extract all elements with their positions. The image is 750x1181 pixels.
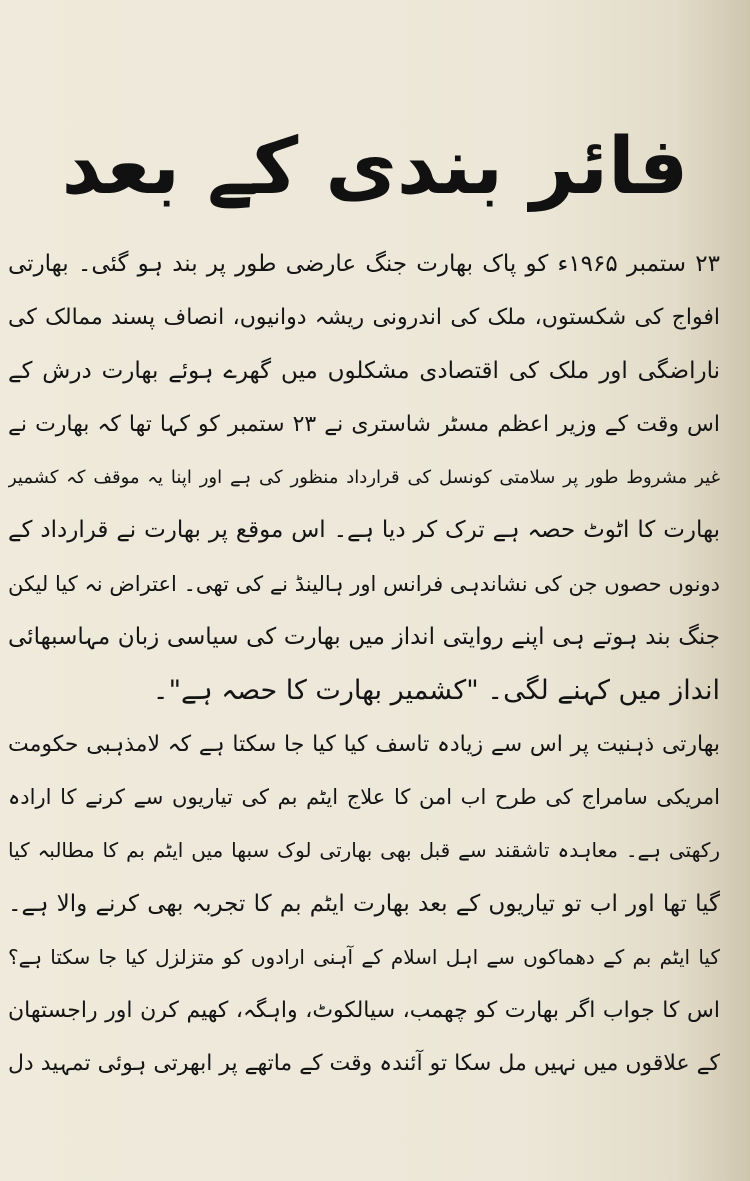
text-line: کے علاقوں میں نہیں مل سکا تو آئندہ وقت کے ماتھے پر ابھرتی ہوئی تمہید دل [8,1051,720,1077]
text-line: ناراضگی اور ملک کی اقتصادی مشکلوں میں گھرے ہوئے بھارت درش کے [8,357,720,384]
text-line: بھارتی ذہنیت پر اس سے زیادہ تاسف کیا کیا جا سکتا ہے کہ لامذہبی حکومت [8,731,720,757]
text-line: گیا تھا اور اب تو تیاریوں کے بعد بھارت ایٹم بم کا تجربہ بھی کرنے والا ہے۔ [8,890,720,917]
text-line: جنگ بند ہوتے ہی اپنے روایتی انداز میں بھارت کی سیاسی زبان مہاسبھائی [8,624,720,651]
text-line: امریکی سامراج کی طرح اب امن کا علاج ایٹم بم کی تیاریوں سے کرنے کا ارادہ [8,784,720,809]
body-text [8,238,720,1091]
text-line: انداز میں کہنے لگی۔ "کشمیر بھارت کا حصہ ہے"۔ [152,675,720,707]
text-line: اس کا جواب اگر بھارت کو چھمب، سیالکوٹ، واہگہ، کھیم کرن اور راجستھان [8,998,720,1024]
text-line: اس وقت کے وزیر اعظم مسٹر شاستری نے ۲۳ ستمبر کو کہا تھا کہ بھارت نے [8,411,720,437]
text-line: غیر مشروط طور پر سلامتی کونسل کی قرارداد منظور کی ہے اور اپنا یہ موقف کہ کشمیر [8,467,720,489]
text-line: رکھتی ہے۔ معاہدہ تاشقند سے قبل بھی بھارتی لوک سبھا میں ایٹم بم کا مطالبہ کیا [8,838,720,863]
text-line: کیا ایٹم بم کے دھماکوں سے اہل اسلام کے آہنی ارادوں کو متزلزل کیا جا سکتا ہے؟ [8,944,720,969]
text-line: بھارت کا اٹوٹ حصہ ہے ترک کر دیا ہے۔ اس موقع پر بھارت نے قرارداد کے [8,517,720,544]
page-title: فائر بندی کے بعد [61,122,689,212]
text-line: دونوں حصوں جن کی نشاندہی فرانس اور ہالینڈ نے کی تھی۔ اعتراض نہ کیا لیکن [8,571,720,596]
text-line: ۲۳ ستمبر ۱۹۶۵ء کو پاک بھارت جنگ عارضی طور پر بند ہو گئی۔ بھارتی [8,251,720,277]
text-line: افواج کی شکستوں، ملک کی اندرونی ریشہ دوانیوں، انصاف پسند ممالک کی [8,305,720,331]
